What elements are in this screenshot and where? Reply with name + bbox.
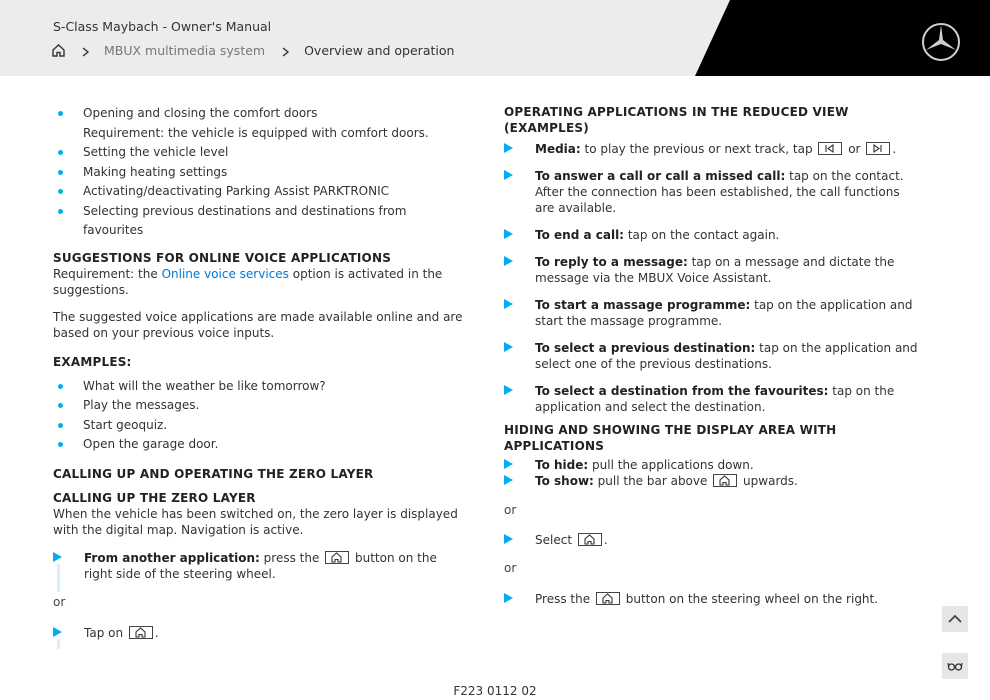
step-arrow-icon [504, 256, 513, 266]
or-text: or [504, 561, 517, 575]
header [0, 0, 990, 76]
step-previous-destination: To select a previous destination: tap on the application and select one of the previous destinations. [504, 340, 920, 372]
step-hide: To hide: pull the applications down. [504, 457, 920, 473]
home-button-icon [596, 592, 620, 605]
requirement-text: Requirement: the Online voice services option is activated in the suggestions. [53, 266, 443, 297]
step-show: To show: pull the bar above upwards. [504, 473, 920, 489]
glasses-icon [942, 653, 968, 679]
section-heading: HIDING AND SHOWING THE DISPLAY AREA WITH APPLICATIONS [504, 423, 837, 453]
feature-list [53, 104, 465, 241]
breadcrumb [52, 42, 454, 58]
list-item: Setting the vehicle level [53, 143, 465, 163]
step-bar [57, 639, 60, 649]
home-button-icon [129, 626, 153, 639]
step-bar [57, 564, 60, 592]
list-item: Activating/deactivating Parking Assist PARKTRONIC [53, 182, 465, 202]
step-arrow-icon [504, 459, 513, 469]
list-item: Opening and closing the comfort doors Requirement: the vehicle is equipped with comfort doors. [53, 104, 465, 143]
step-media: Media: to play the previous or next track, tap or . [504, 141, 920, 157]
figure-code: F223 0112 02 [453, 684, 537, 698]
right-column [504, 104, 920, 607]
list-item: What will the weather be like tomorrow? [53, 377, 465, 397]
or-text: or [53, 594, 66, 609]
step-press: Press the button on the steering wheel on the right. [504, 591, 920, 607]
step-arrow-icon [53, 627, 62, 637]
step-end-call: To end a call: tap on the contact again. [504, 227, 920, 243]
reading-mode-button[interactable] [942, 653, 968, 679]
left-column [53, 104, 465, 641]
section-heading: SUGGESTIONS FOR ONLINE VOICE APPLICATIONS [53, 250, 392, 265]
step-arrow-icon [504, 342, 513, 352]
list-item: Start geoquiz. [53, 416, 465, 436]
step-favourite-destination: To select a destination from the favourites: tap on the application and select the destination. [504, 383, 920, 415]
body-text: When the vehicle has been switched on, the zero layer is displayed with the digital map. Navigation is active. [53, 506, 458, 537]
home-button-icon [713, 474, 737, 487]
next-track-icon [866, 142, 890, 155]
section-heading: CALLING UP AND OPERATING THE ZERO LAYER [53, 466, 374, 481]
breadcrumb-current[interactable]: Overview and operation [304, 42, 455, 58]
requirement-text: Requirement: the vehicle is equipped with comfort doors. [83, 125, 429, 140]
chevron-right-icon [82, 45, 90, 55]
arrow-up-icon [942, 606, 968, 632]
step-answer-call: To answer a call or call a missed call: tap on the contact. After the connection has been established, the call functions are available. [504, 168, 920, 216]
step: Tap on . [53, 625, 465, 641]
result-text: After the connection has been established, the call functions are available. [535, 185, 900, 215]
list-item: Making heating settings [53, 163, 465, 183]
breadcrumb-mbux[interactable]: MBUX multimedia system [104, 42, 266, 58]
step: From another application: press the button on the right side of the steering wheel. [53, 550, 465, 582]
home-icon[interactable] [52, 44, 65, 57]
step-arrow-icon [504, 143, 513, 153]
mercedes-star-icon [921, 22, 961, 62]
home-button-icon [325, 551, 349, 564]
section-heading: OPERATING APPLICATIONS IN THE REDUCED VIEW (EXAMPLES) [504, 105, 849, 135]
list-item: Open the garage door. [53, 435, 465, 455]
sub-heading: CALLING UP THE ZERO LAYER [53, 490, 256, 505]
home-button-icon [578, 533, 602, 546]
step-arrow-icon [504, 534, 513, 544]
examples-list [53, 377, 465, 455]
header-black-panel [0, 0, 990, 76]
step-arrow-icon [504, 475, 513, 485]
section-heading: EXAMPLES: [53, 354, 132, 369]
step-select: Select . [504, 532, 920, 548]
step-arrow-icon [504, 299, 513, 309]
chevron-right-icon [282, 45, 290, 55]
step-arrow-icon [504, 170, 513, 180]
step-arrow-icon [504, 229, 513, 239]
previous-track-icon [818, 142, 842, 155]
body-text: The suggested voice applications are made available online and are based on your previous voice inputs. [53, 309, 463, 340]
step-massage: To start a massage programme: tap on the application and start the massage programme. [504, 297, 920, 329]
step-arrow-icon [504, 593, 513, 603]
manual-title: S-Class Maybach - Owner's Manual [53, 19, 272, 34]
list-item: Play the messages. [53, 396, 465, 416]
online-voice-services-link[interactable]: Online voice services [161, 266, 289, 281]
step-reply-message: To reply to a message: tap on a message and dictate the message via the MBUX Voice Assistant. [504, 254, 920, 286]
or-text: or [504, 503, 517, 517]
list-item: Selecting previous destinations and destinations from favourites [53, 202, 465, 241]
step-arrow-icon [53, 552, 62, 562]
step-arrow-icon [504, 385, 513, 395]
scroll-to-top-button[interactable] [942, 606, 968, 632]
